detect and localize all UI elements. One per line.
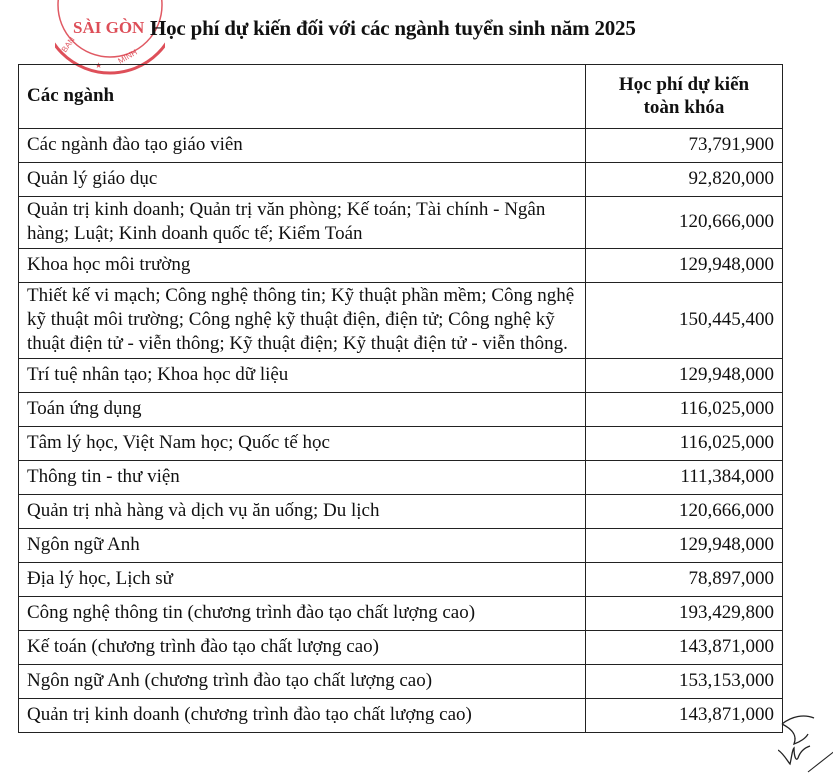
table-row — [19, 129, 783, 163]
tuition-fee-table — [18, 64, 783, 733]
svg-text:MINH: MINH — [116, 47, 139, 66]
column-header-fee — [586, 65, 783, 129]
major-cell: Quản lý giáo dục — [19, 163, 586, 197]
table-row — [19, 631, 783, 665]
major-cell: Công nghệ thông tin (chương trình đào tạo chất lượng cao) — [19, 597, 586, 631]
major-cell: Ngôn ngữ Anh (chương trình đào tạo chất lượng cao) — [19, 665, 586, 699]
svg-text:BAN: BAN — [59, 35, 77, 55]
fee-cell: 129,948,000 — [586, 529, 783, 563]
table-row — [19, 699, 783, 733]
svg-text:★: ★ — [95, 61, 103, 70]
major-cell: Ngôn ngữ Anh — [19, 529, 586, 563]
column-header-major: Các ngành — [19, 65, 586, 129]
table-row — [19, 495, 783, 529]
table-row — [19, 597, 783, 631]
fee-cell: 129,948,000 — [586, 359, 783, 393]
fee-cell: 92,820,000 — [586, 163, 783, 197]
major-cell: Thông tin - thư viện — [19, 461, 586, 495]
major-cell: Thiết kế vi mạch; Công nghệ thông tin; Kỹ thuật phần mềm; Công nghệ kỹ thuật môi trường; Công nghệ kỹ thuật điện, điện tử; Công nghệ kỹ thuật điện tử - viễn thông; Kỹ thuật điện; Kỹ thuật điện tử - viễn thông. — [19, 283, 586, 359]
fee-cell: 120,666,000 — [586, 495, 783, 529]
table-row — [19, 393, 783, 427]
fee-cell: 116,025,000 — [586, 427, 783, 461]
major-cell: Quản trị kinh doanh; Quản trị văn phòng; Kế toán; Tài chính - Ngân hàng; Luật; Kinh doanh quốc tế; Kiểm Toán — [19, 197, 586, 249]
svg-text:SÀI GÒN: SÀI GÒN — [73, 18, 145, 37]
major-cell: Kế toán (chương trình đào tạo chất lượng cao) — [19, 631, 586, 665]
fee-cell: 129,948,000 — [586, 249, 783, 283]
column-header-fee-line2: toàn khóa — [643, 97, 725, 118]
document-title: Học phí dự kiến đối với các ngành tuyển sinh năm 2025 — [150, 16, 636, 40]
major-cell: Trí tuệ nhân tạo; Khoa học dữ liệu — [19, 359, 586, 393]
fee-cell: 116,025,000 — [586, 393, 783, 427]
table-row — [19, 163, 783, 197]
major-cell: Các ngành đào tạo giáo viên — [19, 129, 586, 163]
table-header-row — [19, 65, 783, 129]
fee-cell: 78,897,000 — [586, 563, 783, 597]
table-row — [19, 563, 783, 597]
fee-cell: 120,666,000 — [586, 197, 783, 249]
fee-cell: 193,429,800 — [586, 597, 783, 631]
table-row — [19, 665, 783, 699]
table-row — [19, 359, 783, 393]
major-cell: Tâm lý học, Việt Nam học; Quốc tế học — [19, 427, 586, 461]
table-row — [19, 249, 783, 283]
table-row — [19, 197, 783, 249]
table-row — [19, 427, 783, 461]
major-cell: Quản trị kinh doanh (chương trình đào tạo chất lượng cao) — [19, 699, 586, 733]
major-cell: Quản trị nhà hàng và dịch vụ ăn uống; Du lịch — [19, 495, 586, 529]
table-row — [19, 283, 783, 359]
fee-cell: 150,445,400 — [586, 283, 783, 359]
major-cell: Toán ứng dụng — [19, 393, 586, 427]
column-header-fee-line1: Học phí dự kiến — [618, 74, 750, 95]
fee-cell: 73,791,900 — [586, 129, 783, 163]
major-cell: Khoa học môi trường — [19, 249, 586, 283]
signature-icon — [778, 712, 833, 774]
table-row — [19, 529, 783, 563]
fee-cell: 143,871,000 — [586, 631, 783, 665]
fee-cell: 143,871,000 — [586, 699, 783, 733]
table-row — [19, 461, 783, 495]
major-cell: Địa lý học, Lịch sử — [19, 563, 586, 597]
fee-cell: 111,384,000 — [586, 461, 783, 495]
fee-cell: 153,153,000 — [586, 665, 783, 699]
